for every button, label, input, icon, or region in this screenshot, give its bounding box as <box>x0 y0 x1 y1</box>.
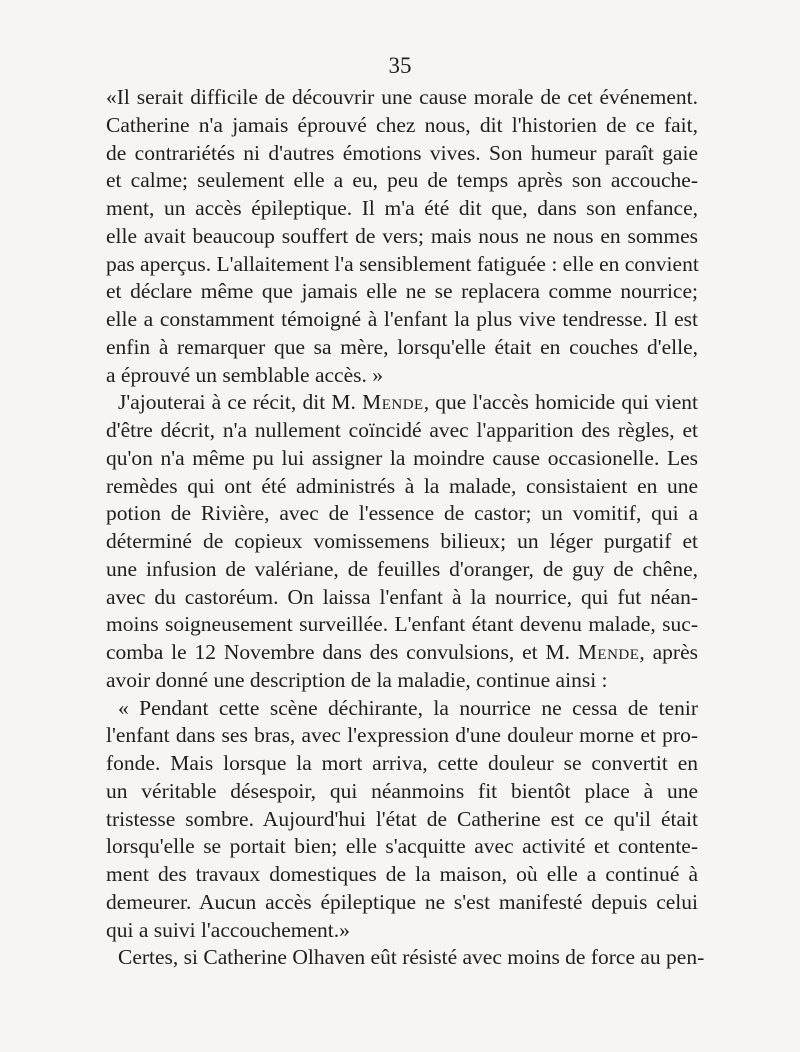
text-line: ment des travaux domestiques de la maison, où elle a continué à <box>106 862 698 886</box>
page-number: 35 <box>388 53 412 78</box>
text-line: « Pendant cette scène déchirante, la nourrice ne cessa de tenir <box>118 695 698 720</box>
text-fragment: , que l'accès homicide qui vient <box>423 390 698 415</box>
text-line: d'être décrit, n'a nullement coïncidé avec l'apparition des règles, et <box>106 418 698 442</box>
text-line <box>106 639 698 667</box>
paragraph-quote-2 <box>106 695 698 945</box>
text-line: une infusion de valériane, de feuilles d'oranger, de guy de chêne, <box>106 556 698 581</box>
text-line: avec du castoréum. On laissa l'enfant à la nourrice, qui fut néan- <box>106 584 698 609</box>
text-line: et déclare même que jamais elle ne se replacera comme nourrice; <box>106 279 698 304</box>
text-line: «Il serait difficile de découvrir une cause morale de cet événement. <box>106 85 698 109</box>
text-line: qui a suivi l'accouchement.» <box>106 917 350 942</box>
text-line: demeurer. Aucun accès épileptique ne s'est manifesté depuis celui <box>106 889 698 914</box>
text-line: déterminé de copieux vomissemens bilieux; un léger purgatif et <box>106 529 698 553</box>
text-line: moins soigneusement surveillée. L'enfant étant devenu malade, suc- <box>106 612 698 637</box>
text-line: un véritable désespoir, qui néanmoins fit bientôt place à une <box>106 778 698 803</box>
person-name: Mende <box>577 640 640 664</box>
text-line: enfin à remarquer que sa mère, lorsqu'elle était en couches d'elle, <box>106 334 698 359</box>
text-line: potion de Rivière, avec de l'essence de castor; un vomitif, qui a <box>106 501 698 526</box>
text-line: elle a constamment témoigné à l'enfant la plus vive tendresse. Il est <box>106 307 698 331</box>
text-line: a éprouvé un semblable accès. » <box>106 362 383 387</box>
text-line: avoir donné une description de la maladie, continue ainsi : <box>106 667 608 692</box>
text-line: lorsqu'elle se portait bien; elle s'acquitte avec activité et contente- <box>106 834 698 859</box>
text-line: elle avait beaucoup souffert de vers; mais nous ne nous en sommes <box>106 223 698 248</box>
text-line: ment, un accès épileptique. Il m'a été dit que, dans son enfance, <box>106 196 698 220</box>
text-line: fonde. Mais lorsque la mort arriva, cette douleur se convertit en <box>106 751 698 775</box>
text-line: l'enfant dans ses bras, avec l'expression d'une douleur morne et pro- <box>106 723 698 748</box>
text-line: de contrariétés ni d'autres émotions vives. Son humeur paraît gaie <box>106 140 698 165</box>
text-line: qu'on n'a même pu lui assigner la moindre cause occasionelle. Les <box>106 445 698 470</box>
text-fragment: , après <box>639 640 698 664</box>
text-line: remèdes qui ont été administrés à la malade, consistaient en une <box>106 473 698 498</box>
body-text <box>106 84 705 972</box>
text-line <box>106 389 698 417</box>
text-line: Certes, si Catherine Olhaven eût résisté avec moins de force au pen- <box>118 945 705 970</box>
person-name: Mende <box>362 390 424 415</box>
text-fragment: J'ajouterai à ce récit, dit M. <box>118 390 363 415</box>
text-line: Catherine n'a jamais éprouvé chez nous, dit l'historien de ce fait, <box>106 112 698 137</box>
text-fragment: comba le 12 Novembre dans des convulsions, et M. <box>106 640 578 664</box>
text-line: tristesse sombre. Aujourd'hui l'état de Catherine est ce qu'il était <box>106 806 698 831</box>
text-line: et calme; seulement elle a eu, peu de temps après son accouche- <box>106 168 698 193</box>
text-line: pas aperçus. L'allaitement l'a sensiblement fatiguée : elle en convient <box>106 251 699 276</box>
paragraph-narrative <box>106 389 698 694</box>
paragraph-conclusion <box>106 944 705 972</box>
paragraph-quote-1 <box>106 84 698 389</box>
